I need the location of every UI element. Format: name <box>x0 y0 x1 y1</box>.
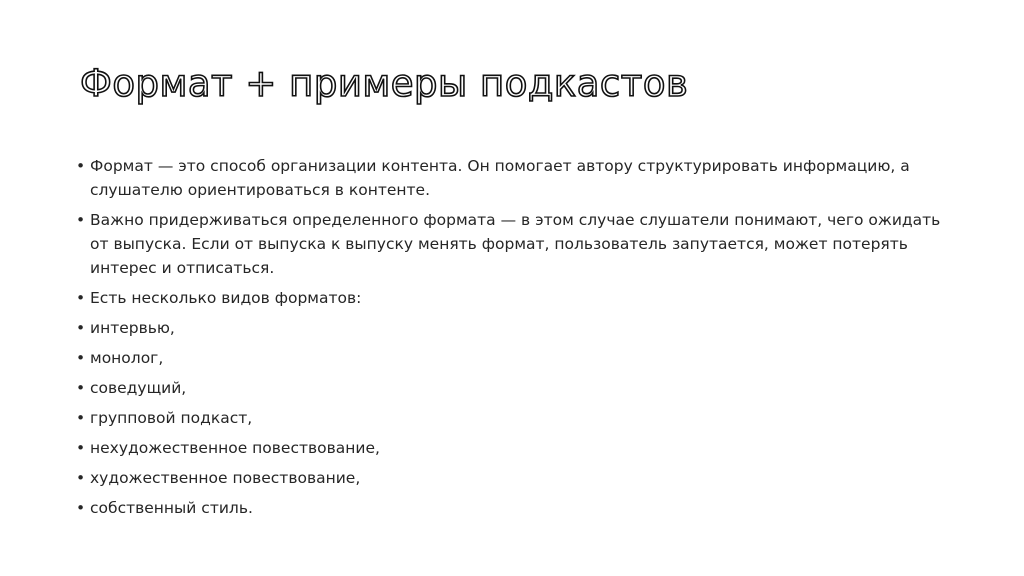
bullet-icon: • <box>76 499 86 517</box>
bullet-icon: • <box>76 469 86 487</box>
list-item <box>76 496 956 520</box>
bullet-text: интервью, <box>90 319 175 337</box>
list-item <box>76 466 956 490</box>
bullet-icon: • <box>76 349 86 367</box>
bullet-icon: • <box>76 439 86 457</box>
list-item <box>76 376 956 400</box>
bullet-list <box>76 154 956 526</box>
bullet-text: групповой подкаст, <box>90 409 253 427</box>
bullet-text: соведущий, <box>90 379 187 397</box>
list-item <box>76 286 956 310</box>
list-item <box>76 316 956 340</box>
bullet-text: Есть несколько видов форматов: <box>90 289 362 307</box>
list-item <box>76 346 956 370</box>
bullet-icon: • <box>76 319 86 337</box>
bullet-icon: • <box>76 409 86 427</box>
bullet-text: Важно придерживаться определенного формата — в этом случае слушатели понимают, чего ожидать от выпуска. Если от выпуска к выпуску менять формат, пользователь запутается, может потерять интерес и отписаться. <box>90 211 941 277</box>
bullet-text: собственный стиль. <box>90 499 253 517</box>
bullet-text: монолог, <box>90 349 164 367</box>
list-item <box>76 406 956 430</box>
list-item <box>76 208 956 280</box>
bullet-icon: • <box>76 289 86 307</box>
list-item <box>76 154 956 202</box>
bullet-icon: • <box>76 211 86 229</box>
bullet-text: художественное повествование, <box>90 469 361 487</box>
bullet-text: Формат — это способ организации контента. Он помогает автору структурировать информацию, а слушателю ориентироваться в контенте. <box>90 157 910 199</box>
bullet-icon: • <box>76 157 86 175</box>
list-item <box>76 436 956 460</box>
bullet-text: нехудожественное повествование, <box>90 439 380 457</box>
slide-title: Формат + примеры подкастов <box>80 62 689 105</box>
bullet-icon: • <box>76 379 86 397</box>
